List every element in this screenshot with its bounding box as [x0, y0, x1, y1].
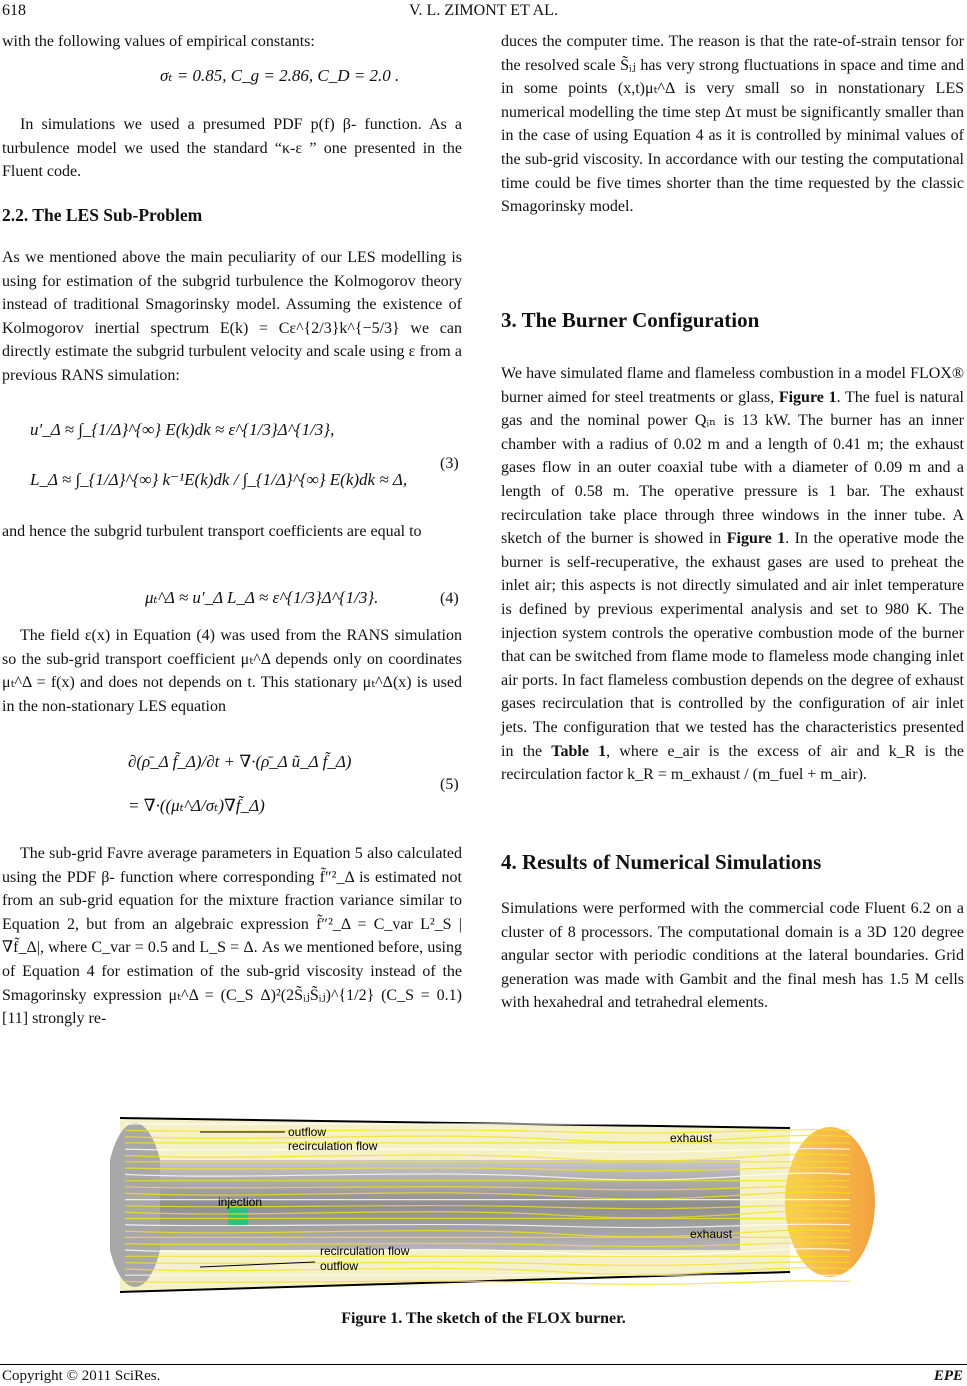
label-exhaust-bottom: exhaust [690, 1227, 733, 1241]
page-number: 618 [2, 2, 26, 19]
figure-caption: Figure 1. The sketch of the FLOX burner. [341, 1310, 626, 1327]
equation-5a: ∂(ρ̄_Δ f̃_Δ)/∂t + ∇·(ρ̄_Δ ũ_Δ f̃_Δ) [128, 752, 352, 771]
figure-reference[interactable]: Figure 1 [726, 530, 786, 548]
label-recirculation-bottom: recirculation flow [320, 1244, 410, 1258]
paragraph: with the following values of empirical constants: [2, 33, 315, 50]
section-heading-2-2: 2.2. The LES Sub-Problem [2, 205, 203, 225]
flox-burner-figure [110, 1110, 910, 1300]
paragraph: The sub-grid Favre average parameters in Equation 5 also calculated using the PDF β- function where corresponding f̃″²_Δ is estimated not from an sub-grid equation for the mixture fraction variance similar to Equation 2, but from an algebraic expression f̃″²_Δ = C_var L²_S |∇f̃_Δ|, where C_var = 0.5 and L_S = Δ. As we mentioned before, using of Equation 4 for estimation of the sub-grid viscosity instead of the Smagorinsky expression μₜ^Δ = (C_S Δ)²(2S̃ᵢⱼS̃ᵢⱼ)^{1/2} (C_S = 0.1) [11] strongly re- [2, 845, 462, 1028]
equation-number: (3) [440, 455, 459, 472]
paragraph: duces the computer time. The reason is that the rate-of-strain tensor for the resolved scale S̃ᵢⱼ has very strong fluctuations in space and time and in some points (x,t)μₜ^Δ is very small so in nonstationary LES numerical modelling the time step Δτ must be significantly smaller than in the case of using Equation 4 as it is controlled by minimal values of the sub-grid viscosity. In accordance with our testing the computational time could be five times shorter than the time requested by the classic Smagorinsky model. [501, 33, 964, 216]
label-injection: injection [218, 1195, 263, 1209]
equation-5b: = ∇·((μₜ^Δ/σₜ)∇f̃_Δ) [128, 796, 265, 815]
copyright: Copyright © 2011 SciRes. [2, 1368, 161, 1384]
text: . In the operative mode the burner is self-recuperative, the exhaust gases are used to preheat the inlet air; this aspects is not directly simulated and air inlet temperature is defined by previous experimental analysis and set to 980 K. The injection system controls the operative combustion mode of the burner that can be switched from flame mode to flameless mode changing inlet air ports. In fact flameless combustion depends on the degree of exhaust gases recirculation that is controlled by the configuration of air inlet jets. The configuration that we tested has the characteristics presented in the [501, 530, 965, 760]
paragraph: As we mentioned above the main peculiarity of our LES modelling is using for estimation of the subgrid turbulence the Kolmogorov theory instead of traditional Smagorinsky model. Assuming the existence of Kolmogorov inertial spectrum E(k) = Cε^{2/3}k^{−5/3} we can directly estimate the subgrid turbulent velocity and scale using ε from a previous RANS simulation: [2, 249, 462, 384]
section-heading-3: 3. The Burner Configuration [501, 308, 760, 332]
label-recirculation-top: recirculation flow [288, 1139, 378, 1153]
label-exhaust-top: exhaust [670, 1131, 713, 1145]
paragraph: and hence the subgrid turbulent transport coefficients are equal to [2, 523, 422, 540]
equation-4: μₜ^Δ ≈ u′_Δ L_Δ ≈ ε^{1/3}Δ^{1/3}. [145, 588, 379, 607]
equation-number: (5) [440, 776, 459, 793]
equation-constants: σₜ = 0.85, C_g = 2.86, C_D = 2.0 . [160, 66, 400, 85]
text: We have simulated flame and flameless combustion in a model FLOX® burner aimed for steel treatments or glass, [501, 365, 964, 406]
running-title: V. L. ZIMONT ET AL. [409, 2, 558, 19]
text: , where e_air is the excess of air and k_R is the recirculation factor k_R = m_exhaust / (m_fuel + m_air). [501, 742, 965, 784]
paragraph: Simulations were performed with the commercial code Fluent 6.2 on a cluster of 8 processors. The computational domain is a 3D 120 degree angular sector with periodic conditions at the lateral boundaries. Grid generation was made with Gambit and the final mesh has 1.5 M cells with hexahedral and tetrahedral elements. [501, 900, 964, 1012]
equation-3b: L_Δ ≈ ∫_{1/Δ}^{∞} k⁻¹E(k)dk / ∫_{1/Δ}^{∞} E(k)dk ≈ Δ, [30, 470, 408, 489]
label-outflow-top: outflow [288, 1125, 327, 1139]
text: . The fuel is natural gas and the nominal power Qᵢₙ is 13 kW. The burner has an inner chamber with a radius of 0.02 m and a length of 0.41 m; the exhaust gases flow in an outer coaxial tube with a diameter of 0.09 m and a length of 0.58 m. The operative pressure is 1 bar. The exhaust recirculation take place through three windows in the inner tube. A sketch of the burner is showed in [501, 388, 965, 548]
section-heading-4: 4. Results of Numerical Simulations [501, 850, 822, 874]
exhaust-end [785, 1127, 875, 1277]
figure-reference[interactable]: Figure 1 [778, 388, 837, 406]
table-reference[interactable]: Table 1 [551, 742, 607, 760]
paragraph: The field ε(x) in Equation (4) was used from the RANS simulation so the sub-grid transport coefficient μₜ^Δ depends only on coordinates μₜ^Δ = f(x) and does not depends on t. This stationary μₜ^Δ(x) is used in the non-stationary LES equation [2, 627, 462, 715]
journal-abbrev: EPE [933, 1368, 963, 1384]
paragraph [501, 362, 964, 787]
injection-port [228, 1208, 248, 1226]
paragraph: In simulations we used a presumed PDF p(f) β- function. As a turbulence model we used the standard “κ-ε ” one presented in the Fluent code. [2, 116, 462, 181]
footer-rule [0, 1364, 967, 1365]
label-outflow-bottom: outflow [320, 1259, 359, 1273]
equation-number: (4) [440, 590, 459, 607]
equation-3a: u′_Δ ≈ ∫_{1/Δ}^{∞} E(k)dk ≈ ε^{1/3}Δ^{1/3}, [30, 420, 335, 439]
